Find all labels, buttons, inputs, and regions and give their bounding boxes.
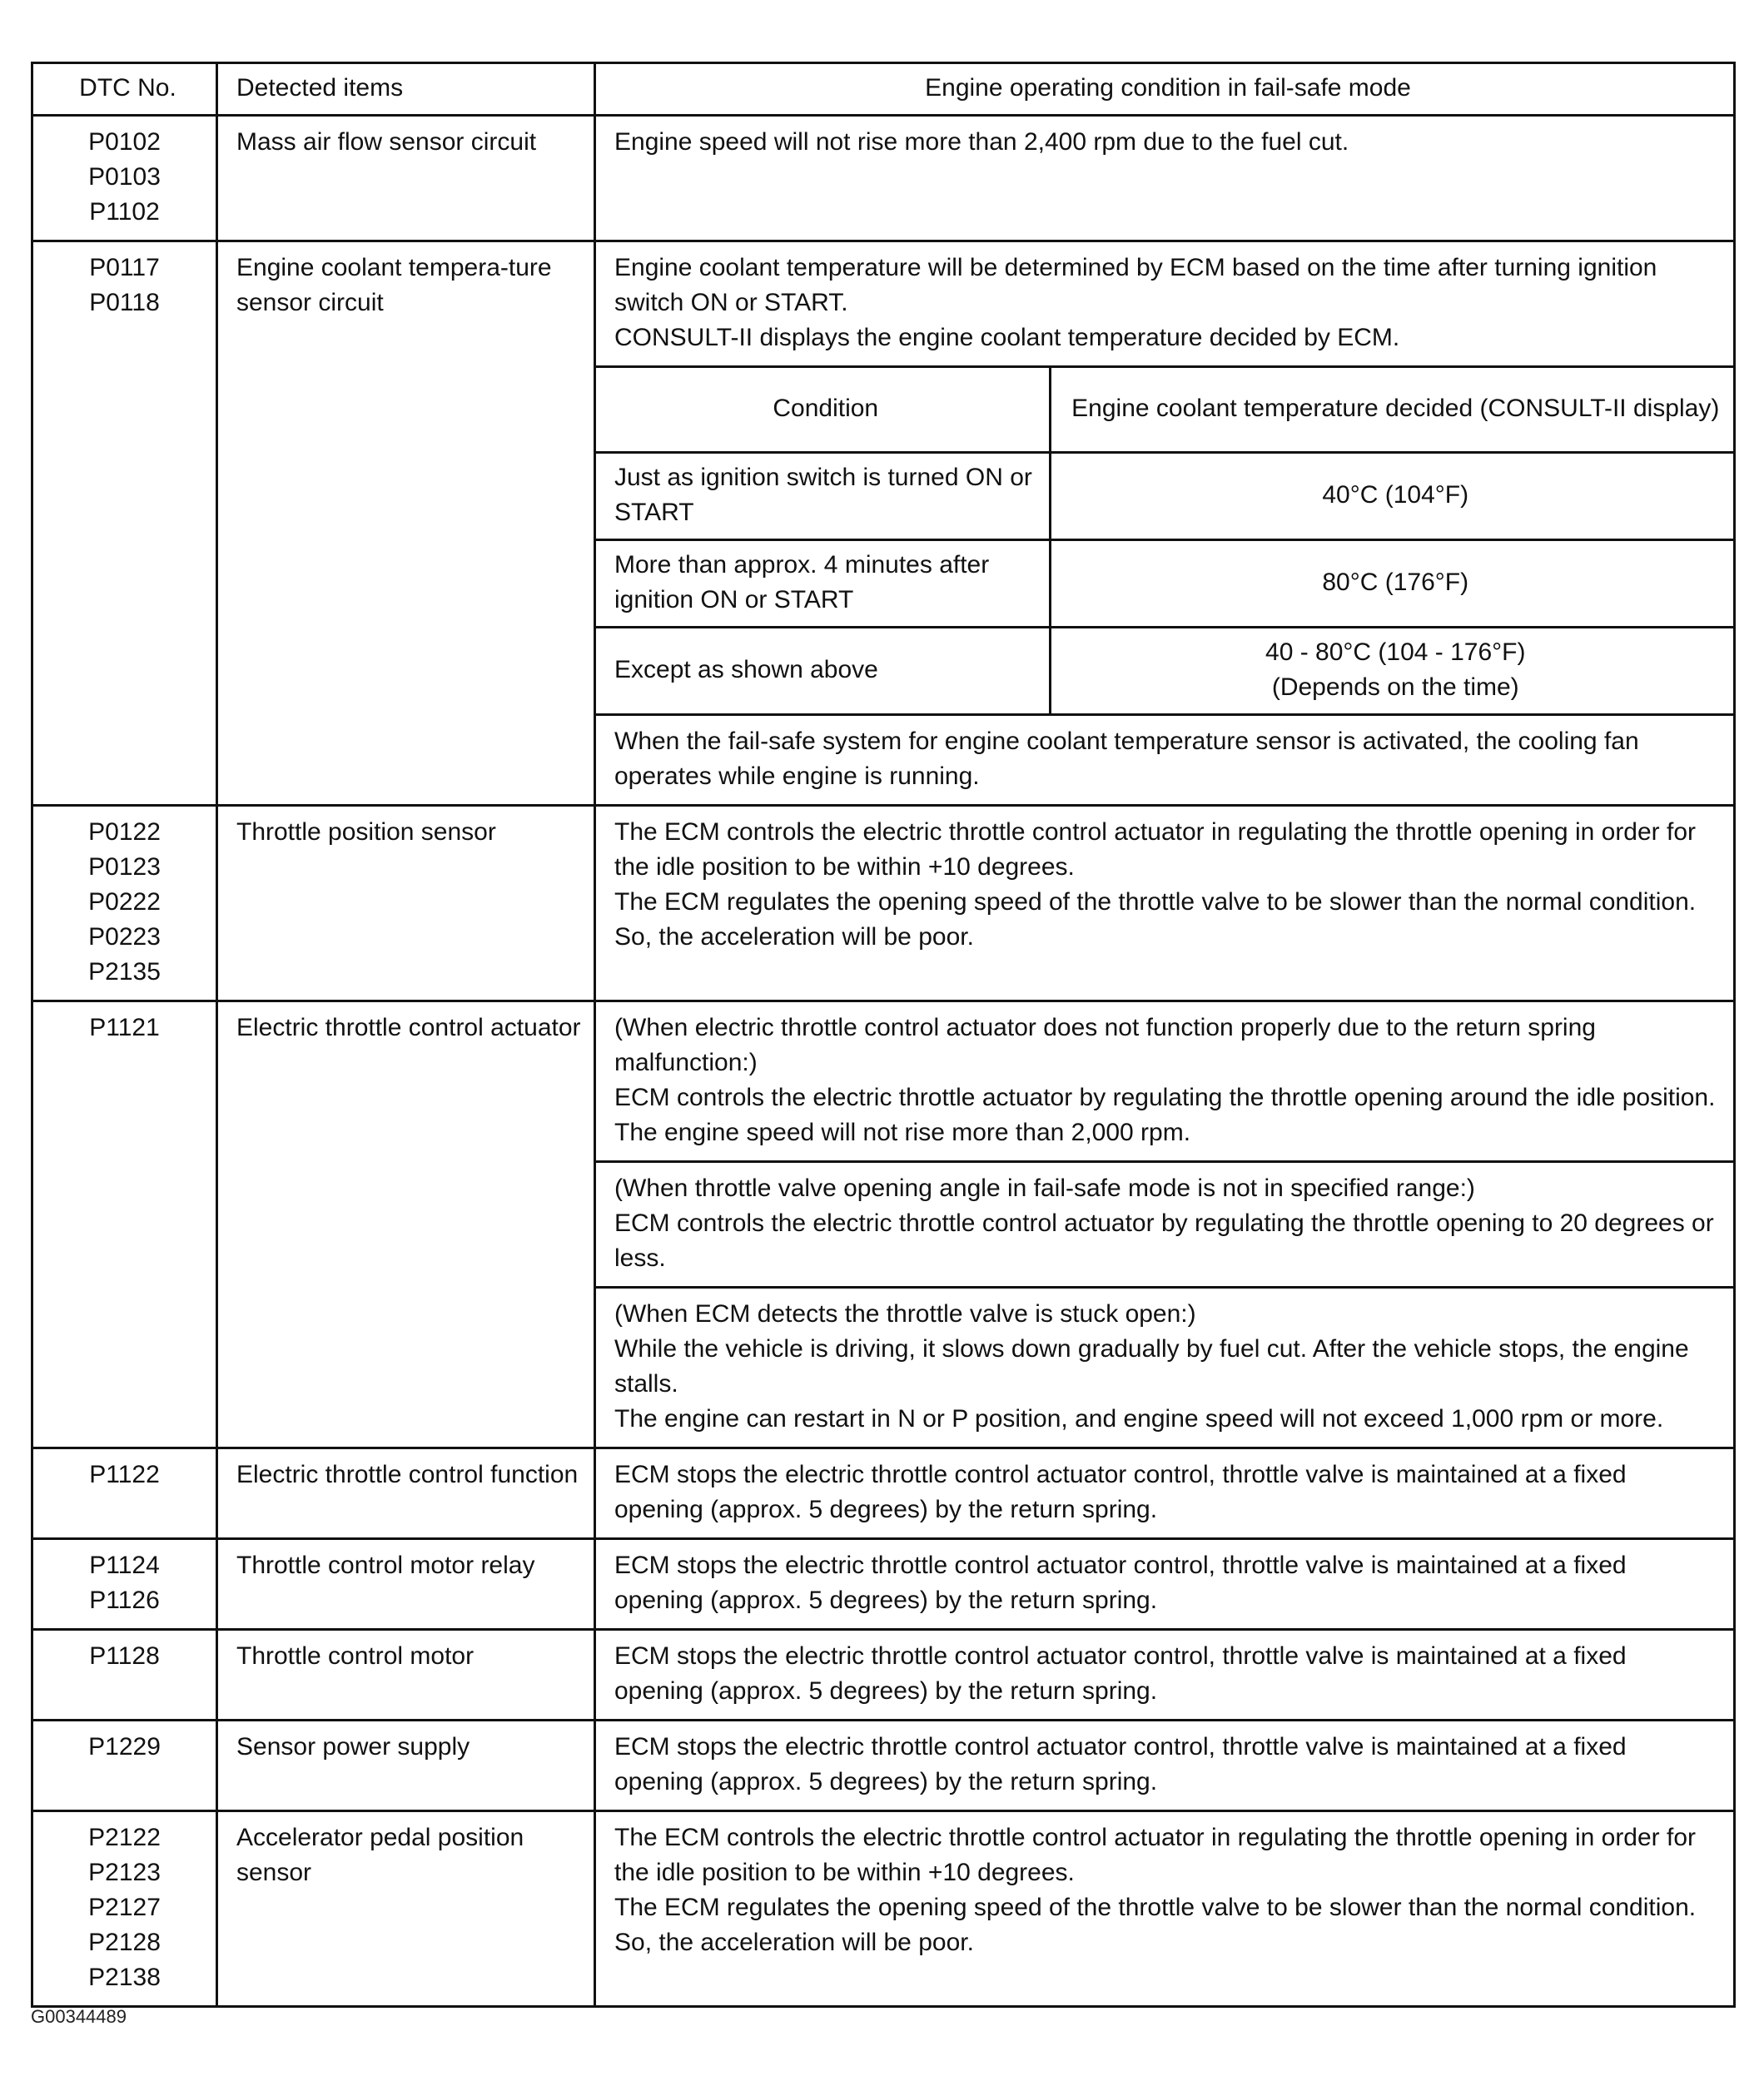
sub-decided-note: (Depends on the time)	[1271, 673, 1519, 701]
condition-text: (When throttle valve opening angle in fail-safe mode is not in specified range:)	[614, 1175, 1475, 1202]
dtc-code: P2138	[88, 1964, 161, 1991]
fail-safe-table	[31, 62, 1736, 2008]
sub-decided: 40°C (104°F)	[1050, 453, 1733, 540]
dtc-code: P0103	[88, 163, 161, 191]
detected-item: Throttle control motor relay	[217, 1539, 595, 1630]
table-row	[32, 116, 1735, 241]
condition-text: ECM controls the electric throttle control actuator by regulating the throttle opening to 20 degrees or less.	[614, 1209, 1714, 1272]
sub-decided-cell	[1050, 628, 1733, 714]
condition-text: The ECM regulates the opening speed of the throttle valve to be slower than the normal condition.	[614, 1894, 1697, 1921]
sub-condition: Except as shown above	[596, 628, 1050, 714]
header-condition: Engine operating condition in fail-safe mode	[595, 63, 1735, 116]
detected-item: Throttle position sensor	[217, 806, 595, 1001]
dtc-code: P1121	[89, 1014, 160, 1041]
dtc-code: P1229	[88, 1733, 161, 1761]
dtc-cell	[32, 806, 217, 1001]
detected-item: Mass air flow sensor circuit	[217, 116, 595, 241]
condition-text: The ECM regulates the opening speed of the throttle valve to be slower than the normal condition.	[614, 888, 1697, 916]
table-row	[32, 1721, 1735, 1811]
dtc-cell	[32, 1448, 217, 1539]
dtc-code: P0122	[88, 818, 161, 846]
dtc-cell	[32, 1630, 217, 1721]
detected-item: Throttle control motor	[217, 1630, 595, 1721]
condition-text: The ECM controls the electric throttle control actuator in regulating the throttle opening in order for the idle position to be within +10 degrees.	[614, 1824, 1697, 1886]
condition-text: While the vehicle is driving, it slows down gradually by fuel cut. After the vehicle stops, the engine stalls.	[614, 1335, 1689, 1398]
table-row	[32, 1001, 1735, 1448]
condition-text: Engine speed will not rise more than 2,400 rpm due to the fuel cut.	[595, 116, 1735, 241]
condition-block	[596, 1162, 1733, 1288]
table-header-row	[32, 63, 1735, 116]
dtc-code: P2127	[88, 1894, 161, 1921]
subtable-row	[596, 453, 1733, 540]
dtc-code: P1126	[89, 1587, 160, 1614]
detected-item: Electric throttle control function	[217, 1448, 595, 1539]
fail-safe-table-container	[31, 62, 1736, 2008]
detected-item: Accelerator pedal position sensor	[217, 1811, 595, 2007]
sub-decided: 80°C (176°F)	[1050, 540, 1733, 628]
dtc-code: P0123	[88, 853, 161, 881]
condition-text: The engine can restart in N or P position, and engine speed will not exceed 1,000 rpm or more.	[614, 1405, 1664, 1433]
detected-item: Electric throttle control actuator	[217, 1001, 595, 1448]
header-detected-items: Detected items	[217, 63, 595, 116]
table-row	[32, 241, 1735, 806]
condition-text: ECM controls the electric throttle actuator by regulating the throttle opening around the idle position. The engine speed will not rise more than 2,000 rpm.	[614, 1084, 1716, 1146]
table-row	[32, 1448, 1735, 1539]
condition-text: The ECM controls the electric throttle control actuator in regulating the throttle opening in order for the idle position to be within +10 degrees.	[614, 818, 1697, 881]
condition-text: ECM stops the electric throttle control actuator control, throttle valve is maintained at a fixed opening (approx. 5 degrees) by the return spring.	[595, 1539, 1735, 1630]
condition-intro	[596, 242, 1733, 367]
condition-cell	[595, 806, 1735, 1001]
header-dtc: DTC No.	[32, 63, 217, 116]
sub-condition: More than approx. 4 minutes after ignition ON or START	[596, 540, 1050, 628]
table-row	[32, 1539, 1735, 1630]
dtc-code: P0118	[89, 289, 160, 316]
condition-block	[596, 1288, 1733, 1448]
dtc-code: P1128	[89, 1642, 160, 1670]
dtc-cell	[32, 1721, 217, 1811]
condition-cell	[595, 241, 1735, 806]
condition-cell	[595, 1001, 1735, 1448]
condition-text: ECM stops the electric throttle control actuator control, throttle valve is maintained at a fixed opening (approx. 5 degrees) by the return spring.	[595, 1630, 1735, 1721]
condition-text: ECM stops the electric throttle control actuator control, throttle valve is maintained at a fixed opening (approx. 5 degrees) by the return spring.	[595, 1448, 1735, 1539]
actuator-condition-blocks	[596, 1002, 1733, 1447]
dtc-cell	[32, 241, 217, 806]
coolant-note: When the fail-safe system for engine coolant temperature sensor is activated, the cooling fan operates while engine is running.	[614, 728, 1639, 790]
condition-text: ECM stops the electric throttle control actuator control, throttle valve is maintained at a fixed opening (approx. 5 degrees) by the return spring.	[595, 1721, 1735, 1811]
dtc-cell	[32, 1539, 217, 1630]
condition-text: Engine coolant temperature will be determined by ECM based on the time after turning ignition switch ON or START.	[614, 254, 1657, 316]
subheader-condition: Condition	[596, 368, 1050, 453]
dtc-code: P0102	[88, 128, 161, 156]
condition-text: CONSULT-II displays the engine coolant temperature decided by ECM.	[614, 324, 1400, 351]
subheader-decided: Engine coolant temperature decided (CONSULT-II display)	[1050, 368, 1733, 453]
table-row	[32, 1811, 1735, 2007]
table-row	[32, 1630, 1735, 1721]
condition-block	[596, 1002, 1733, 1162]
condition-text: (When electric throttle control actuator does not function properly due to the return spring malfunction:)	[614, 1014, 1596, 1076]
dtc-code: P0117	[89, 254, 160, 281]
coolant-subtable-cell	[596, 367, 1733, 715]
condition-text: (When ECM detects the throttle valve is stuck open:)	[614, 1300, 1196, 1328]
coolant-temperature-subtable	[596, 368, 1733, 713]
condition-text: So, the acceleration will be poor.	[614, 923, 974, 951]
subtable-header-row	[596, 368, 1733, 453]
coolant-condition-table	[596, 242, 1733, 804]
subtable-row	[596, 540, 1733, 628]
sub-condition: Just as ignition switch is turned ON or START	[596, 453, 1050, 540]
subtable-row	[596, 628, 1733, 714]
dtc-code: P2123	[88, 1859, 161, 1886]
condition-text: So, the acceleration will be poor.	[614, 1929, 974, 1956]
dtc-cell	[32, 116, 217, 241]
dtc-code: P2122	[88, 1824, 161, 1851]
dtc-cell	[32, 1811, 217, 2007]
dtc-code: P2128	[88, 1929, 161, 1956]
detected-item: Sensor power supply	[217, 1721, 595, 1811]
condition-cell	[595, 1811, 1735, 2007]
dtc-code: P1102	[89, 198, 160, 226]
detected-item: Engine coolant tempera-ture sensor circuit	[217, 241, 595, 806]
dtc-code: P0222	[88, 888, 161, 916]
dtc-code: P1124	[89, 1552, 160, 1579]
sub-decided: 40 - 80°C (104 - 176°F)	[1265, 638, 1526, 666]
figure-id: G00344489	[31, 2006, 127, 2027]
dtc-code: P1122	[89, 1461, 160, 1488]
dtc-cell	[32, 1001, 217, 1448]
dtc-code: P2135	[88, 958, 161, 986]
dtc-code: P0223	[88, 923, 161, 951]
table-row	[32, 806, 1735, 1001]
